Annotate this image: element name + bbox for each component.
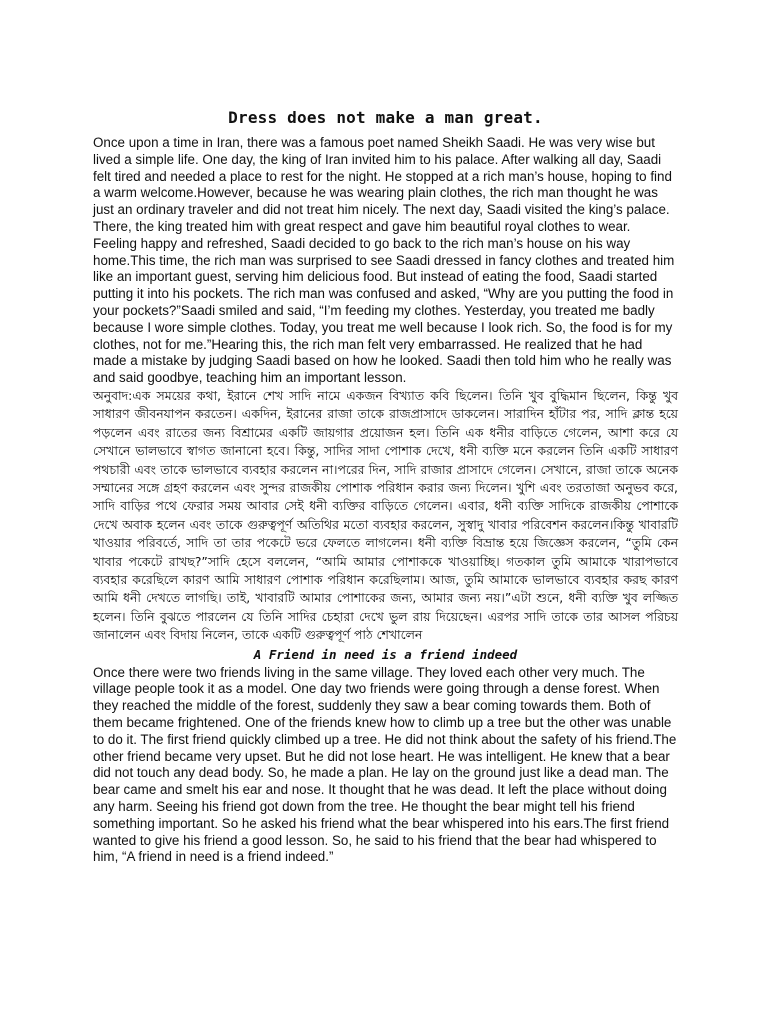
story-english-paragraph: Once upon a time in Iran, there was a famous poet named Sheikh Saadi. He was very wise but lived a simple life. One day, the king of Iran invited him to his palace. After walking all day, Saadi felt tired and needed a place to rest for the night. He stopped at a rich man’s house, hoping to find a warm welcome.However, because he was wearing plain clothes, the rich man thought he was just an ordinary traveler and did not treat him nicely. The next day, Saadi visited the king’s palace. There, the king treated him with great respect and gave him beautiful royal clothes to wear. Feeling happy and refreshed, Saadi decided to go back to the rich man’s house on his way home.This time, the rich man was surprised to see Saadi dressed in fancy clothes and treated him like an important guest, serving him delicious food. But instead of eating the food, Saadi started putting it into his pockets. The rich man was confused and asked, “Why are you putting the food in your pockets?”Saadi smiled and said, “I’m feeding my clothes. Yesterday, you treated me badly because I wore simple clothes. Today, you treat me well because I look rich. So, the food is for my clothes, not for me.”Hearing this, the rich man felt very embarrassed. He realized that he had made a mistake by judging Saadi based on how he looked. Saadi then told him who he really was and said goodbye, teaching him an important lesson.: [93, 135, 675, 386]
document-page: [93, 108, 678, 866]
story-title: Dress does not make a man great.: [228, 108, 543, 127]
second-story-title: A Friend in need is a friend indeed: [253, 646, 518, 662]
second-story-paragraph: Once there were two friends living in the same village. They loved each other very much. The village people took it as a model. One day two friends were going through a dense forest. When they reached the middle of the forest, suddenly they saw a bear coming towards them. Both of them became frightened. One of the friends knew how to climb up a tree but the other was unable to do it. The first friend quickly climbed up a tree. He did not think about the safety of his friend.The other friend became very upset. But he did not lose heart. He was intelligent. He knew that a bear did not touch any dead body. So, he made a plan. He lay on the ground just like a dead man. The bear came and smelt his ear and nose. It thought that he was dead. It left the place without doing any harm. Seeing his friend got down from the tree. He thought the bear might tell his friend something important. So he asked his friend what the bear whispered into his ears.The first friend wanted to give his friend a good lesson. So, he said to his friend that the bear had whispered to him, “A friend in need is a friend indeed.”: [93, 664, 677, 865]
story-bengali-translation: অনুবাদ:এক সময়ের কথা, ইরানে শেখ সাদি নামে একজন বিখ্যাত কবি ছিলেন। তিনি খুব বুদ্ধিমান ছিলেন, কিন্তু খুব সাধারণ জীবনযাপন করতেন। একদিন, ইরানের রাজা তাকে রাজপ্রাসাদে ডাকলেন। সারাদিন হাঁটার পর, সাদি ক্লান্ত হয়ে পড়লেন এবং রাতের জন্য বিশ্রামের একটি জায়গার প্রয়োজন হল। তিনি এক ধনীর বাড়িতে গেলেন, আশা করে যে সেখানে ভালভাবে স্বাগত জানানো হবে। কিন্তু, সাদির সাদা পোশাক দেখে, ধনী ব্যক্তি মনে করলেন তিনি একটি সাধারণ পথচারী এবং তাকে ভালভাবে ব্যবহার করলেন না।পরের দিন, সাদি রাজার প্রাসাদে গেলেন। সেখানে, রাজা তাকে অনেক সম্মানের সঙ্গে গ্রহণ করলেন এবং সুন্দর রাজকীয় পোশাক পরিধান করার জন্য দিলেন। খুশি এবং তরতাজা অনুভব করে, সাদি বাড়ির পথে ফেরার সময় আবার সেই ধনী ব্যক্তির বাড়িতে গেলেন। এবার, ধনী ব্যক্তি সাদিকে রাজকীয় পোশাকে দেখে অবাক হলেন এবং তাকে গুরুত্বপূর্ণ অতিথির মতো ব্যবহার করলেন, সুস্বাদু খাবার পরিবেশন করলেন।কিন্তু খাবারটি খাওয়ার পরিবর্তে, সাদি তা তার পকেটে ভরে ফেলতে লাগলেন। ধনী ব্যক্তি বিভ্রান্ত হয়ে জিজ্ঞেস করলেন, “তুমি কেন খাবার পকেটে রাখছ?”সাদি হেসে বললেন, “আমি আমার পোশাককে খাওয়াচ্ছি। গতকাল তুমি আমাকে খারাপভাবে ব্যবহার করেছিলে কারণ আমি সাধারণ পোশাক পরিধান করেছিলাম। আজ, তুমি আমাকে ভালভাবে ব্যবহার করছ কারণ আমি ধনী দেখতে লাগছি। তাই, খাবারটি আমার পোশাকের জন্য, আমার জন্য নয়।”এটা শুনে, ধনী ব্যক্তি খুব লজ্জিত হলেন। তিনি বুঝতে পারলেন যে তিনি সাদির চেহারা দেখে ভুল রায় দিয়েছেন। এরপর সাদি তাকে তার আসল পরিচয় জানালেন এবং বিদায় নিলেন, তাকে একটি গুরুত্বপূর্ণ পাঠ শেখালেন: [93, 387, 678, 643]
